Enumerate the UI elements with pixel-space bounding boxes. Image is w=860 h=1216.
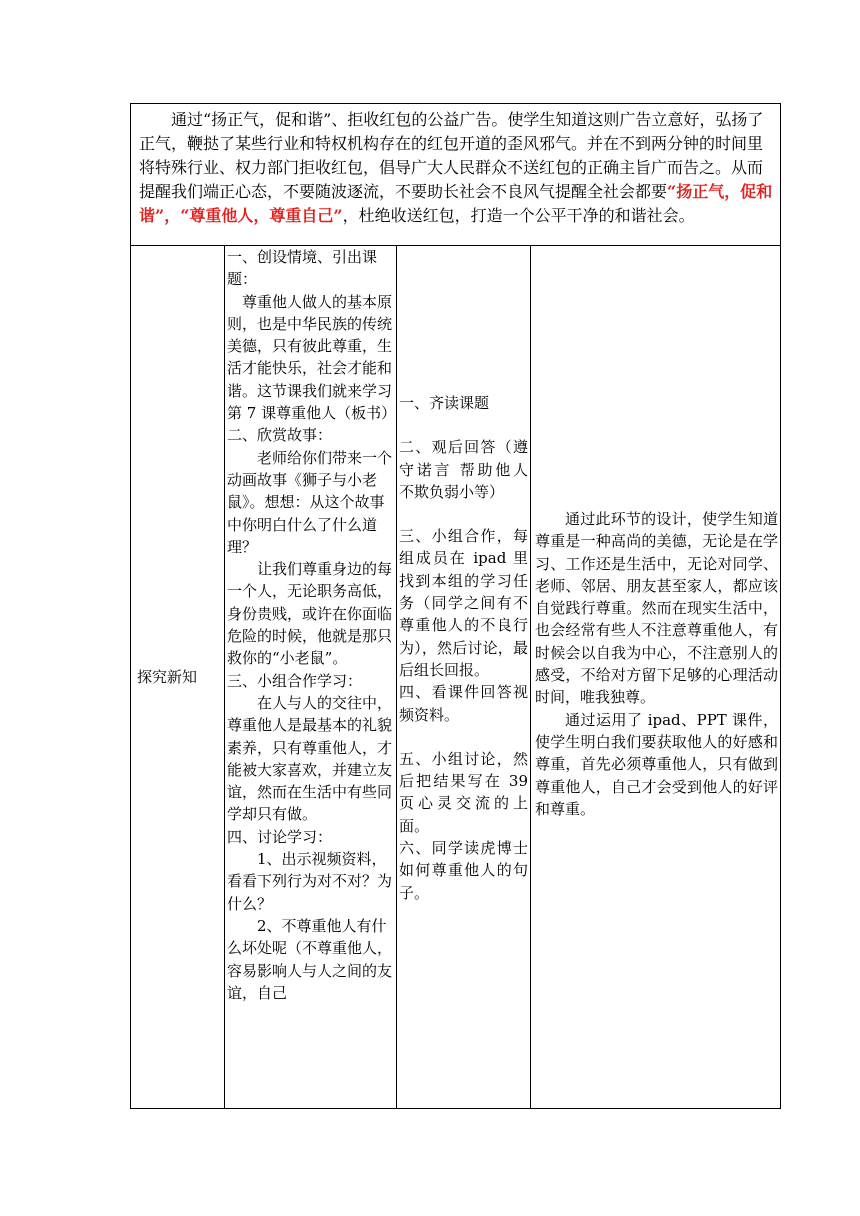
teacher-paragraph-1: 尊重他人做人的基本原则，也是中华民族的传统美德，只有彼此尊重，生活才能快乐，社会才能和谐。这节课我们就来学习第 7 课尊重他人（板书） [227, 292, 397, 423]
intro-highlight: “扬正气，促和谐”，“尊重他人，尊重自己” [139, 182, 773, 225]
teacher-heading-3: 三、小组合作学习： [227, 671, 363, 690]
teacher-paragraph-2: 老师给你们带来一个动画故事《狮子与小老鼠》。想想：从这个故事中你明白什么了什么道理？ [227, 448, 393, 556]
student-activity-2: 二、观后回答（遵守诺言 帮助他人 不欺负弱小等） [399, 438, 528, 501]
student-activity-4: 四、看课件回答视频资料。 [399, 683, 528, 724]
teacher-heading-2: 二、欣赏故事： [227, 426, 333, 445]
student-gap [399, 726, 528, 748]
teacher-activities-cell [225, 246, 397, 1109]
design-intent-paragraph-1: 通过此环节的设计，使学生知道尊重是一种高尚的美德，无论是在学习、工作还是生活中，无论对同学、老师、邻居、朋友甚至家人，都应该自觉践行尊重。然而在现实生活中，也会经常有些人不注意尊重他人，有时候会以自我为中心，不注意别人的感受，不给对方留下足够的心理活动时间，唯我独尊。 [535, 510, 779, 707]
section-label: 探究新知 [137, 667, 198, 686]
teacher-paragraph-3: 让我们尊重身边的每一个人，无论职务高低，身份贵贱，或许在你面临危险的时候，他就是那只救你的“小老鼠”。 [227, 560, 393, 668]
intro-text-part2: ，杜绝收送红包，打造一个公平干净的和谐社会。 [342, 206, 695, 225]
teacher-paragraph-6: 2、不尊重他人有什么坏处呢（不尊重他人，容易影响人与人之间的友谊，自己 [227, 916, 393, 1002]
student-activities-cell [397, 246, 531, 1109]
intro-cell [131, 104, 781, 246]
student-activity-6: 六、同学读虎博士如何尊重他人的句子。 [399, 839, 528, 902]
lesson-plan-table [130, 103, 781, 1109]
intro-paragraph [139, 108, 776, 228]
student-activity-1: 一、齐读课题 [399, 394, 490, 412]
teacher-heading-1: 一、创设情境、引出课题： [227, 248, 378, 289]
design-intent-cell [531, 246, 781, 1109]
teacher-paragraph-4: 在人与人的交往中，尊重他人是最基本的礼貌素养，只有尊重他人，才能被大家喜欢，并建立友谊，然而在生活中有些同学却只有做。 [227, 693, 393, 824]
explore-row [131, 246, 781, 1109]
teacher-paragraph-5: 1、出示视频资料，看看下列行为对不对？为什么？ [227, 850, 393, 913]
student-gap [399, 414, 528, 436]
student-activity-5: 五、小组讨论，然后把结果写在 39 页心灵交流的上面。 [399, 749, 528, 835]
section-label-cell [131, 246, 225, 1109]
student-activity-3: 三、小组合作，每组成员在 ipad 里找到本组的学习任务（同学之间有不尊重他人的不良行为），然后讨论，最后组长回报。 [399, 527, 528, 679]
intro-text-part1: 通过“扬正气，促和谐”、拒收红包的公益广告。使学生知道这则广告立意好，弘扬了正气，鞭挞了某些行业和特权机构存在的红包开道的歪风邪气。并在不到两分钟的时间里将特殊行业、权力部门拒收红包，倡导广大人民群众不送红包的正确主旨广而告之。从而提醒我们端正心态，不要随波逐流，不要助长社会不良风气提醒全社会都要 [139, 110, 764, 201]
student-gap [399, 503, 528, 525]
design-intent-paragraph-2: 通过运用了 ipad、PPT 课件，使学生明白我们要获取他人的好感和尊重，首先必须尊重他人，只有做到尊重他人，自己才会受到他人的好评和尊重。 [535, 710, 779, 818]
teacher-heading-4: 四、讨论学习： [227, 827, 333, 846]
intro-row [131, 104, 781, 246]
